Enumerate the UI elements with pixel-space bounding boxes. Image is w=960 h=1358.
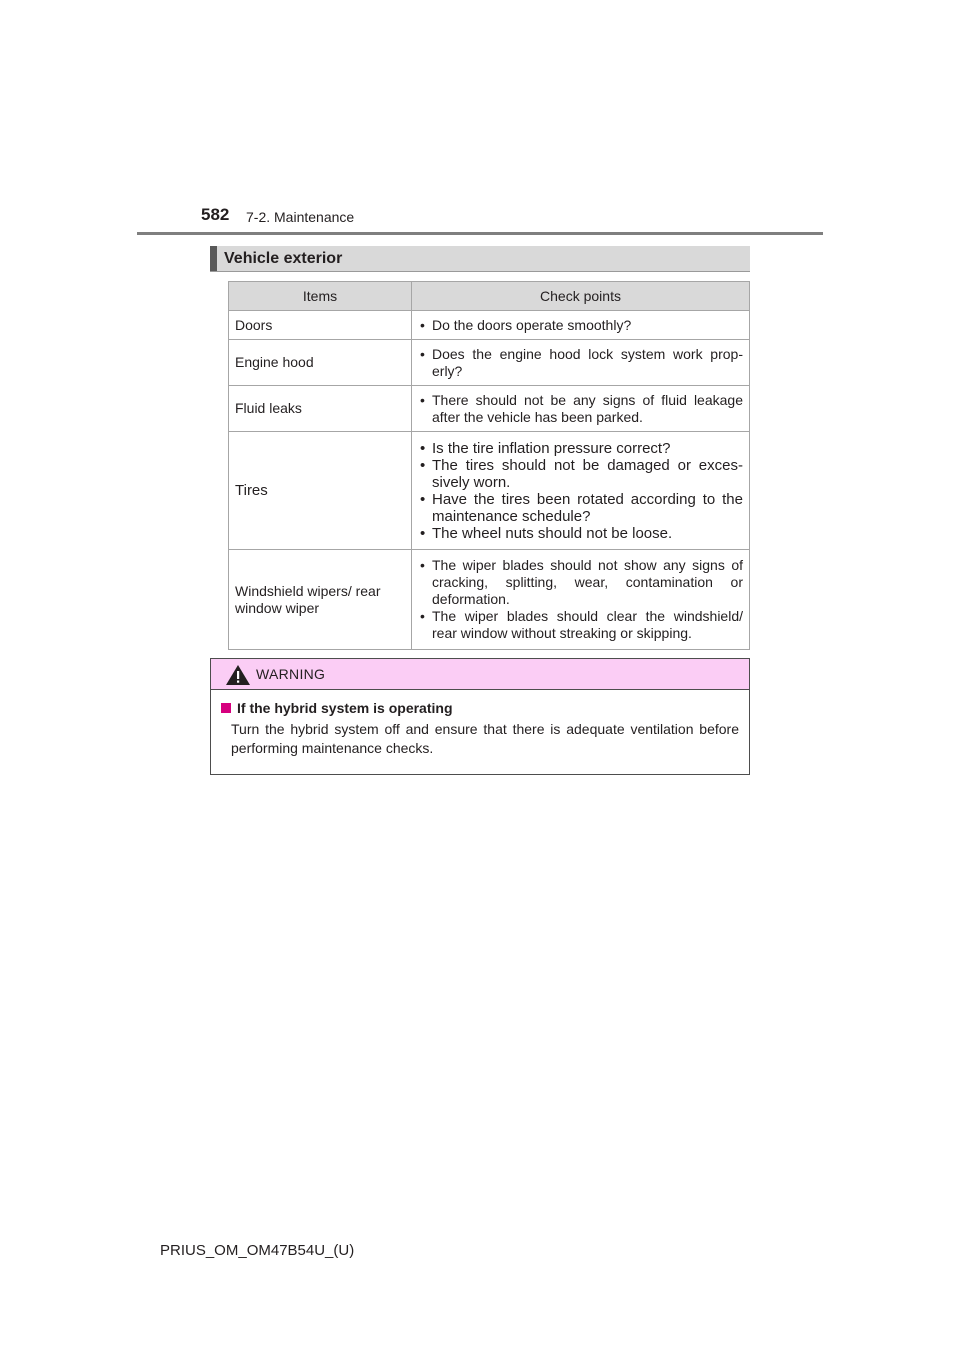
section-title: Vehicle exterior (224, 250, 343, 267)
warning-body (211, 690, 749, 758)
column-header-items: Items (229, 282, 412, 311)
table-row (229, 550, 750, 650)
item-cell: Fluid leaks (229, 386, 412, 432)
check-points-cell (412, 311, 750, 340)
check-points-cell (412, 432, 750, 550)
check-point: • Is the tire inflation pressure correct? (418, 440, 743, 457)
warning-label: WARNING (256, 666, 326, 682)
check-points-cell (412, 386, 750, 432)
check-point: • There should not be any signs of fluid leakage after the vehicle has been parked. (418, 392, 743, 426)
item-cell: Windshield wipers/ rear window wiper (229, 550, 412, 650)
warning-subheading (221, 700, 739, 716)
table-row (229, 311, 750, 340)
warning-box (210, 658, 750, 775)
page-header (0, 0, 960, 240)
table-row (229, 340, 750, 386)
section-reference: 7-2. Maintenance (246, 209, 355, 225)
page-number: 582 (201, 205, 230, 224)
item-cell: Engine hood (229, 340, 412, 386)
check-point: • The wheel nuts should not be loose. (418, 525, 743, 542)
check-point: • The tires should not be damaged or exces-sively worn. (418, 457, 743, 491)
column-header-check-points: Check points (412, 282, 750, 311)
warning-text: Turn the hybrid system off and ensure that there is adequate ventilation before performing maintenance checks. (231, 721, 739, 756)
table-row (229, 386, 750, 432)
document-code: PRIUS_OM_OM47B54U_(U) (160, 1242, 355, 1259)
table-header-row (229, 282, 750, 311)
check-point: • The wiper blades should clear the windshield/ rear window without streaking or skipping. (418, 608, 743, 642)
header-divider (137, 232, 823, 235)
check-points-cell (412, 340, 750, 386)
warning-subheading-text: If the hybrid system is operating (237, 700, 453, 716)
check-point: • Have the tires been rotated according to the maintenance schedule? (418, 491, 743, 525)
warning-triangle-icon (225, 664, 251, 686)
section-accent (210, 246, 217, 271)
check-point: • The wiper blades should not show any signs of cracking, splitting, wear, contamination or deformation. (418, 557, 743, 608)
section-heading-bar (210, 246, 750, 272)
check-point: • Does the engine hood lock system work prop-erly? (418, 346, 743, 380)
warning-header (211, 659, 749, 690)
check-point: • Do the doors operate smoothly? (418, 317, 743, 334)
square-bullet-icon (221, 703, 231, 713)
table-row (229, 432, 750, 550)
item-cell: Tires (229, 432, 412, 550)
item-cell: Doors (229, 311, 412, 340)
check-table (228, 281, 750, 650)
check-points-cell (412, 550, 750, 650)
